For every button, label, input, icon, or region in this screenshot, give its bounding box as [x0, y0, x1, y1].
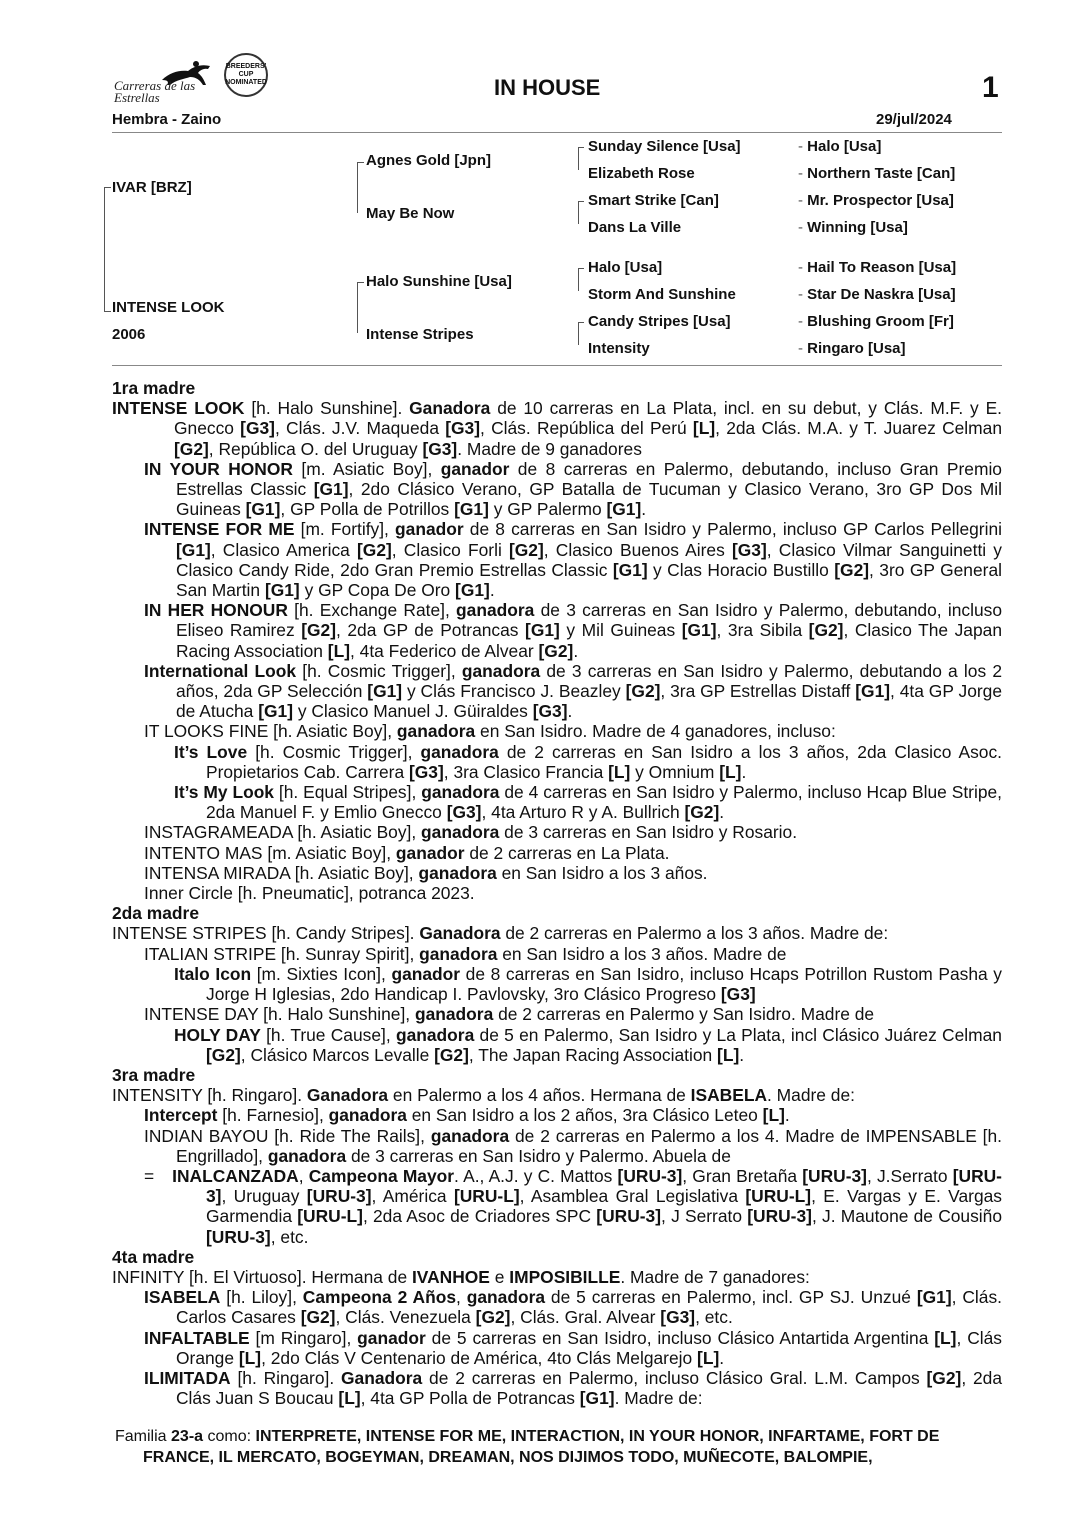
lot-number: 1	[982, 71, 999, 104]
produce-entry: INTENSA MIRADA [h. Asiatic Boy], ganadora en San Isidro a los 3 años.	[144, 862, 708, 883]
produce-entry: IN HER HONOUR [h. Exchange Rate], ganadora de 3 carreras en San Isidro y Palermo, debutando, incluso Eliseo Ramirez [G2], 2da GP de Potrancas [G1] y Mil Guineas [G1], 3ra Sibila [G2], Clasico The Japan Racing Association [L], 4ta Federico de Alvear [G2].	[144, 600, 1002, 661]
section-heading: 3ra madre	[112, 1064, 196, 1085]
produce-entry: ITALIAN STRIPE [h. Sunray Spirit], ganadora en San Isidro a los 3 años. Madre de	[144, 943, 787, 964]
pedigree-divider	[112, 365, 1002, 366]
g3-8: Intensity	[588, 340, 650, 357]
horse-name-title: IN HOUSE	[494, 75, 601, 100]
g4-1: - Halo [Usa]	[798, 138, 882, 155]
dam-entry: INTENSITY [h. Ringaro]. Ganadora en Palermo a los 4 años. Hermana de ISABELA. Madre de:	[112, 1085, 855, 1106]
bracket	[104, 297, 111, 312]
g3-2: Elizabeth Rose	[588, 165, 695, 182]
family-footer	[115, 1427, 1002, 1468]
dam-year: 2006	[112, 326, 146, 343]
bracket	[357, 282, 364, 333]
section-heading: 2da madre	[112, 903, 199, 924]
header-divider	[112, 132, 1002, 133]
bracket	[357, 162, 364, 213]
produce-entry: INTENTO MAS [m. Asiatic Boy], ganador de 2 carreras en La Plata.	[144, 842, 670, 863]
g4-4: - Winning [Usa]	[798, 219, 908, 236]
logo-text: Carreras de las Estrellas	[114, 78, 196, 105]
bracket	[578, 268, 584, 291]
seal-text: BREEDERS' CUP NOMINATED	[225, 63, 267, 86]
g3-6: Storm And Sunshine	[588, 286, 736, 303]
bracket	[578, 322, 584, 345]
bracket	[578, 201, 584, 224]
g4-3: - Mr. Prospector [Usa]	[798, 192, 954, 209]
grandproduce-entry: Italo Icon [m. Sixties Icon], ganador de 8 carreras en San Isidro, incluso Hcaps Potrillon Rustom Pasha y Jorge H Iglesias, 2do Handicap I. Pavlovsky, 3ro Clásico Progreso [G3]	[174, 963, 1002, 1005]
produce-entry: INFALTABLE [m Ringaro], ganador de 5 carreras en San Isidro, incluso Clásico Antartida Argentina [L], Clás Orange [L], 2do Clás V Centenario de América, 4to Clás Melgarejo [L].	[144, 1327, 1002, 1368]
family-notable-names: INTERPRETE, INTENSE FOR ME, INTERACTION, IN YOUR HONOR, INFARTAME, FORT DE FRANCE, IL MERCATO, BOGEYMAN, DREAMAN, NOS DIJIMOS TODO, MUÑECOTE, BALOMPIE,	[143, 1428, 940, 1466]
grandproduce-entry: HOLY DAY [h. True Cause], ganadora de 5 en Palermo, San Isidro y La Plata, incl Clásico Juárez Celman [G2], Clásico Marcos Levalle [G2], The Japan Racing Association [L].	[174, 1024, 1002, 1065]
grandproduce-entry: It’s Love [h. Cosmic Trigger], ganadora de 2 carreras en San Isidro a los 3 años, 2da Clasico Asoc. Propietarios Cab. Carrera [G3], 3ra Clasico Francia [L] y Omnium [L].	[174, 741, 1002, 782]
sire: IVAR [BRZ]	[112, 179, 192, 196]
dam-entry: INTENSE LOOK [h. Halo Sunshine]. Ganadora de 10 carreras en La Plata, incl. en su debut, y Clás. M.F. y E. Gnecco [G3], Clás. J.V. Maqueda [G3], Clás. República del Perú [L], 2da Clás. M.A. y T. Juarez Celman [G2], República O. del Uruguay [G3]. Madre de 9 ganadores	[112, 398, 1002, 459]
breeders-cup-seal	[224, 53, 268, 97]
dam-entry: INFINITY [h. El Virtuoso]. Hermana de IVANHOE e IMPOSIBILLE. Madre de 7 ganadores:	[112, 1266, 810, 1287]
g2-sire-dam: May Be Now	[366, 205, 455, 222]
g4-6: - Star De Naskra [Usa]	[798, 286, 956, 303]
g2-dam-sire: Halo Sunshine [Usa]	[366, 273, 512, 290]
g4-8: - Ringaro [Usa]	[798, 340, 906, 357]
g3-1: Sunday Silence [Usa]	[588, 138, 741, 155]
bracket	[578, 147, 584, 170]
family-prefix: Familia	[115, 1428, 167, 1445]
grandproduce-entry: It’s My Look [h. Equal Stripes], ganadora de 4 carreras en San Isidro y Palermo, incluso Hcap Blue Stripe, 2da Manuel F. y Emlio Gnecco [G3], 4ta Arturo R y A. Bullrich [G2].	[174, 782, 1002, 823]
g2-dam-dam: Intense Stripes	[366, 326, 474, 343]
produce-entry: Inner Circle [h. Pneumatic], potranca 2023.	[144, 883, 475, 904]
bracket	[104, 187, 111, 298]
section-heading: 4ta madre	[112, 1246, 195, 1267]
section-heading: 1ra madre	[112, 378, 196, 398]
g2-sire-sire: Agnes Gold [Jpn]	[366, 152, 491, 169]
family-notes	[112, 378, 1002, 1408]
date: 29/jul/2024	[876, 111, 952, 128]
produce-entry: International Look [h. Cosmic Trigger], ganadora de 3 carreras en San Isidro y Palermo, debutando a los 2 años, 2da GP Selección [G1] y Clás Francisco J. Beazley [G2], 3ra GP Estrellas Distaff [G1], 4ta GP Jorge de Atucha [G1] y Clasico Manuel J. Güiraldes [G3].	[144, 660, 1002, 722]
g3-7: Candy Stripes [Usa]	[588, 313, 731, 330]
produce-entry: INTENSE DAY [h. Halo Sunshine], ganadora de 2 carreras en Palermo y San Isidro. Madre de	[144, 1004, 875, 1025]
produce-entry: INTENSE FOR ME [m. Fortify], ganador de 8 carreras en San Isidro y Palermo, incluso GP Carlos Pellegrini [G1], Clasico America [G2], Clasico Forli [G2], Clasico Buenos Aires [G3], Clasico Vilmar Sanguinetti y Clasico Candy Ride, 2do Gran Premio Estrellas Classic [G1] y Clas Horacio Bustillo [G2], 3ro GP General San Martin [G1] y GP Copa De Oro [G1].	[144, 519, 1003, 601]
produce-entry: IT LOOKS FINE [h. Asiatic Boy], ganadora en San Isidro. Madre de 4 ganadores, incluso:	[144, 721, 836, 742]
logo	[112, 58, 212, 105]
family-number: 23-a	[171, 1428, 204, 1445]
g3-4: Dans La Ville	[588, 219, 682, 236]
produce-entry: ILIMITADA [h. Ringaro]. Ganadora de 2 carreras en Palermo, incluso Clásico Gral. L.M. Campos [G2], 2da Clás Juan S Boucau [L], 4ta GP Polla de Potrancas [G1]. Madre de:	[144, 1367, 1002, 1409]
g3-3: Smart Strike [Can]	[588, 192, 719, 209]
g4-2: - Northern Taste [Can]	[798, 165, 956, 182]
dam: INTENSE LOOK	[112, 299, 225, 316]
produce-entry: Intercept [h. Farnesio], ganadora en San Isidro a los 2 años, 3ra Clásico Leteo [L].	[144, 1105, 790, 1126]
produce-entry: IN YOUR HONOR [m. Asiatic Boy], ganador de 8 carreras en Palermo, debutando, incluso Gran Premio Estrellas Classic [G1], 2do Clásico Verano, GP Batalla de Tucuman y Clasico Verano, 3ro GP Dos Mil Guineas [G1], GP Polla de Potrillos [G1] y GP Palermo [G1].	[144, 458, 1002, 520]
g4-7: - Blushing Groom [Fr]	[798, 313, 954, 330]
family-mid: como:	[207, 1428, 252, 1445]
g4-5: - Hail To Reason [Usa]	[798, 259, 957, 276]
g3-5: Halo [Usa]	[588, 259, 663, 276]
dam-entry: INTENSE STRIPES [h. Candy Stripes]. Ganadora de 2 carreras en Palermo a los 3 años. Madre de:	[112, 923, 889, 944]
produce-entry: INSTAGRAMEADA [h. Asiatic Boy], ganadora de 3 carreras en San Isidro y Rosario.	[144, 822, 798, 843]
produce-entry: ISABELA [h. Liloy], Campeona 2 Años, ganadora de 5 carreras en Palermo, incl. GP SJ. Unzué [G1], Clás. Carlos Casares [G2], Clás. Venezuela [G2], Clás. Gral. Alvear [G3], etc.	[144, 1287, 1002, 1328]
produce-entry: INDIAN BAYOU [h. Ride The Rails], ganadora de 2 carreras en Palermo a los 4. Madre de IMPENSABLE [h. Engrillado], ganadora de 3 carreras en San Isidro y Palermo. Abuela de	[144, 1125, 1003, 1166]
sex-color: Hembra - Zaino	[112, 111, 222, 128]
grandproduce-entry: = INALCANZADA, Campeona Mayor. A., A.J. y C. Mattos [URU-3], Gran Bretaña [URU-3], J.Serrato [URU-3], Uruguay [URU-3], América [URU-L], Asamblea Gral Legislativa [URU-L], E. Vargas y E. Vargas Garmendia [URU-L], 2da Asoc de Criadores SPC [URU-3], J Serrato [URU-3], J. Mautone de Cousiño [URU-3], etc.	[144, 1165, 1003, 1247]
